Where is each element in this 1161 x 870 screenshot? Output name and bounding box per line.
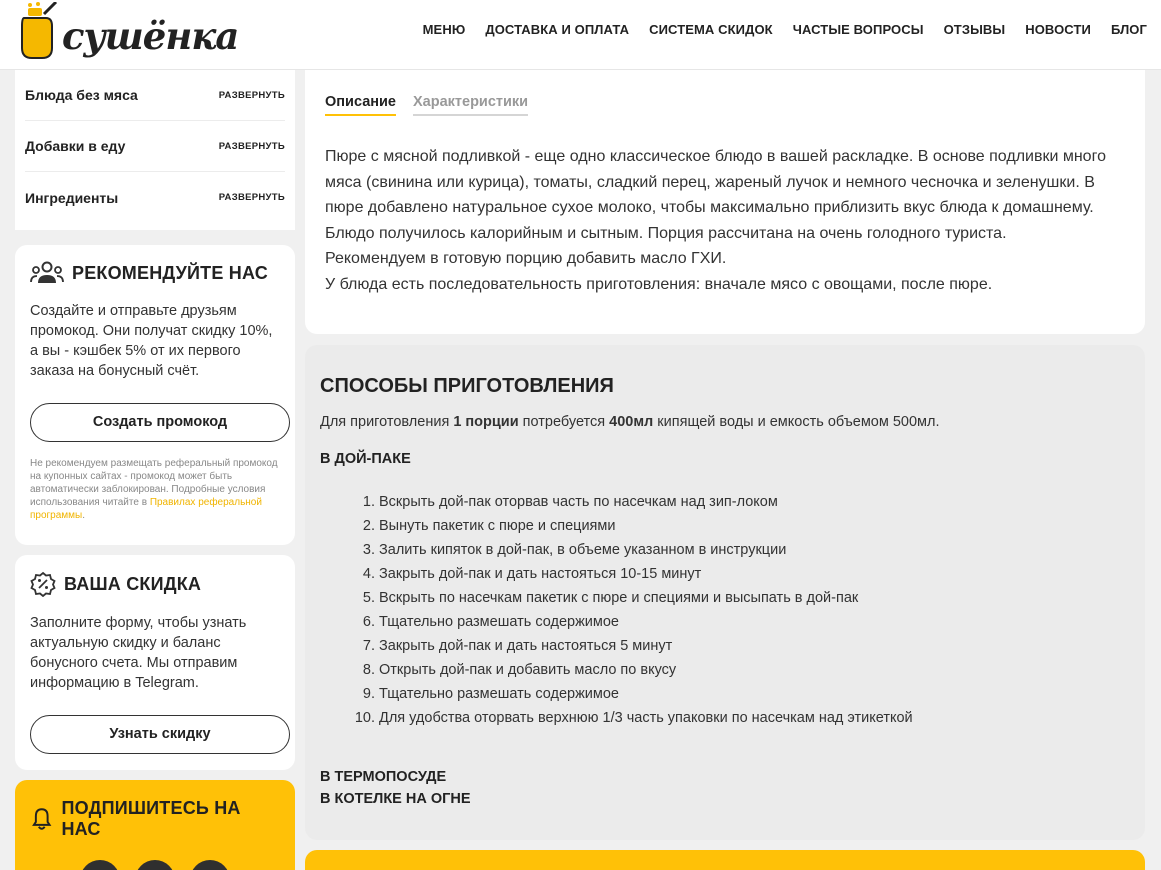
subscribe-card bbox=[15, 780, 295, 870]
create-promo-button[interactable]: Создать промокод bbox=[30, 403, 290, 442]
nav-delivery[interactable]: ДОСТАВКА И ОПЛАТА bbox=[485, 22, 630, 37]
step-item: 4. Закрыть дой-пак и дать настояться 10-15 минут bbox=[379, 562, 1130, 586]
water-amount: 400мл bbox=[609, 414, 654, 430]
discount-header bbox=[30, 571, 280, 597]
step-item: 8. Открыть дой-пак и добавить масло по вкусу bbox=[379, 658, 1130, 682]
step-item: 10. Для удобства оторвать верхнюю 1/3 часть упаковки по насечкам над этикеткой bbox=[379, 706, 1130, 730]
next-section-strip bbox=[305, 850, 1145, 870]
vk-icon[interactable] bbox=[135, 860, 175, 870]
nav-reviews[interactable]: ОТЗЫВЫ bbox=[943, 22, 1006, 37]
description-line: У блюда есть последовательность приготовления: вначале мясо с овощами, после пюре. bbox=[325, 275, 993, 293]
method-thermos[interactable]: В ТЕРМОПОСУДЕ bbox=[320, 769, 447, 785]
check-discount-button[interactable]: Узнать скидку bbox=[30, 715, 290, 754]
description-paragraph: Пюре с мясной подливкой - еще одно классическое блюдо в вашей раскладке. В основе подливки много мяса (свинина или курица), томаты, сладкий перец, жареный лучок и немного чесночка и зеленушки. В пюре добавлено натуральное сухое молоко, чтобы максимально приблизить вкус блюда к домашнему. Блюдо получилось калорийным и сытным. Порция рассчитана на очень голодного туриста. bbox=[325, 148, 1106, 242]
fineprint-end: . bbox=[82, 510, 86, 521]
nav-discounts[interactable]: СИСТЕМА СКИДОК bbox=[649, 22, 773, 37]
description-line: Рекомендуем в готовую порцию добавить масло ГХИ. bbox=[325, 250, 727, 268]
method-pot[interactable]: В КОТЕЛКЕ НА ОГНЕ bbox=[320, 791, 471, 807]
product-description bbox=[305, 70, 1145, 334]
subscribe-title: ПОДПИШИТЕСЬ НА НАС bbox=[61, 798, 241, 839]
referral-fineprint bbox=[30, 457, 280, 522]
accordion-title: Ингредиенты bbox=[25, 189, 119, 206]
description-tabs bbox=[325, 94, 1125, 116]
site-header bbox=[0, 0, 1161, 70]
accordion-item[interactable] bbox=[25, 70, 285, 121]
sidebar bbox=[15, 70, 295, 839]
nav-blog[interactable]: БЛОГ bbox=[1110, 22, 1147, 37]
step-item: 1. Вскрыть дой-пак оторвав часть по насечкам над зип-локом bbox=[379, 490, 1130, 514]
step-item: 3. Залить кипяток в дой-пак, в объеме указанном в инструкции bbox=[379, 538, 1130, 562]
expand-toggle[interactable]: РАЗВЕРНУТЬ bbox=[218, 89, 285, 101]
fineprint-text: Не рекомендуем размещать реферальный промокод на купонных сайтах - промокод может быть автоматически заблокирован. Подробные условия использования читайте в bbox=[30, 458, 278, 508]
discount-badge-icon bbox=[30, 571, 56, 597]
referral-rules-link[interactable]: Правилах реферальной программы bbox=[30, 497, 262, 521]
preparation-section bbox=[305, 345, 1145, 840]
users-icon bbox=[30, 261, 64, 285]
tab-description[interactable]: Описание bbox=[325, 94, 396, 116]
discount-card bbox=[15, 555, 295, 770]
step-item: 2. Вынуть пакетик с пюре и специями bbox=[379, 514, 1130, 538]
accordion-title: Добавки в еду bbox=[25, 138, 126, 154]
doypack-steps bbox=[320, 490, 1130, 730]
recommend-header bbox=[30, 261, 280, 285]
intro-text: Для приготовления bbox=[320, 414, 454, 430]
tab-characteristics[interactable]: Характеристики bbox=[413, 94, 528, 116]
nav-menu[interactable]: МЕНЮ bbox=[422, 22, 466, 37]
logo[interactable] bbox=[18, 2, 239, 66]
bell-icon bbox=[30, 807, 53, 831]
recommend-card bbox=[15, 245, 295, 545]
accordion-item[interactable] bbox=[25, 121, 285, 172]
discount-title: ВАША СКИДКА bbox=[64, 573, 202, 594]
jar-icon bbox=[18, 2, 66, 64]
logo-text: сушёнка bbox=[62, 14, 239, 58]
description-text bbox=[325, 144, 1125, 298]
recommend-title: РЕКОМЕНДУЙТЕ НАС bbox=[72, 262, 268, 283]
whatsapp-icon[interactable] bbox=[190, 860, 230, 870]
preparation-intro bbox=[320, 414, 1130, 430]
nav-faq[interactable]: ЧАСТЫЕ ВОПРОСЫ bbox=[792, 22, 924, 37]
accordion-title: Блюда без мяса bbox=[25, 87, 138, 103]
discount-text: Заполните форму, чтобы узнать актуальную скидку и баланс бонусного счета. Мы отправим информацию в Telegram. bbox=[30, 615, 247, 691]
intro-text: кипящей воды и емкость объемом 500мл. bbox=[653, 414, 940, 430]
expand-toggle[interactable]: РАЗВЕРНУТЬ bbox=[218, 192, 285, 203]
nav-news[interactable]: НОВОСТИ bbox=[1025, 22, 1091, 37]
doypack-title: В ДОЙ-ПАКЕ bbox=[320, 451, 411, 467]
step-item: 5. Вскрыть по насечкам пакетик с пюре и специями и высыпать в дой-пак bbox=[379, 586, 1130, 610]
subscribe-header bbox=[30, 798, 280, 840]
step-item: 9. Тщательно размешать содержимое bbox=[379, 682, 1130, 706]
expand-toggle[interactable]: РАЗВЕРНУТЬ bbox=[218, 140, 285, 152]
social-links bbox=[30, 860, 280, 870]
portion-amount: 1 порции bbox=[453, 414, 519, 430]
category-accordion bbox=[15, 70, 295, 230]
recommend-text: Создайте и отправьте друзьям промокод. Они получат скидку 10%, а вы - кэшбек 5% от их первого заказа на бонусный счёт. bbox=[30, 303, 273, 379]
intro-text: потребуется bbox=[518, 414, 610, 430]
preparation-title: СПОСОБЫ ПРИГОТОВЛЕНИЯ bbox=[320, 375, 614, 397]
step-item: 7. Закрыть дой-пак и дать настояться 5 минут bbox=[379, 634, 1130, 658]
main-nav bbox=[403, 22, 1147, 37]
telegram-icon[interactable] bbox=[80, 860, 120, 870]
step-item: 6. Тщательно размешать содержимое bbox=[379, 610, 1130, 634]
accordion-item[interactable] bbox=[25, 172, 285, 223]
